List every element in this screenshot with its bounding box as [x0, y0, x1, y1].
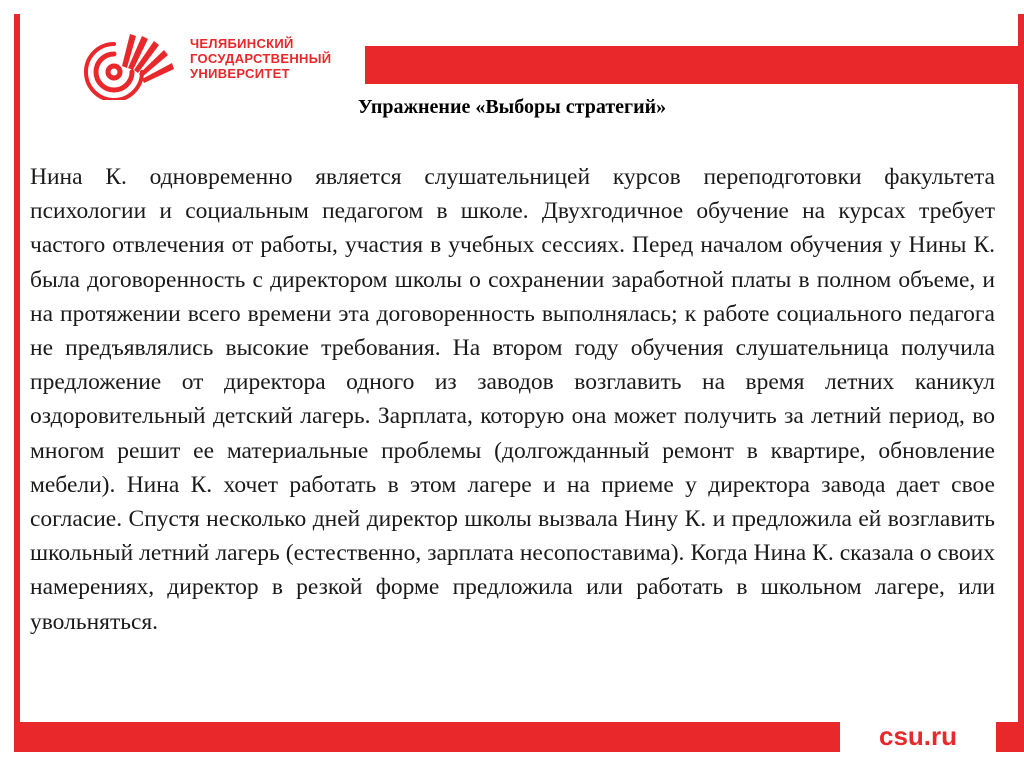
exercise-text: Нина К. одновременно является слушательницей курсов переподготовки факультета психологии и социальным педагогом в школе. Двухгодичное обучение на курсах требует частого отвлечения от работы, участия в учебных сессиях. Перед началом обучения у Нины К. была договоренность с директором школы о сохранении заработной платы в полном объеме, и на протяжении всего времени эта договоренность выполнялась; к работе социального педагога не предъявлялись высокие требования. На втором году обучения слушательница получила предложение от директора одного из заводов возглавить на время летних каникул оздоровительный детский лагерь. Зарплата, которую она может получить за летний период, во многом решит ее материальные проблемы (долгожданный ремонт в квартире, обновление мебели). Нина К. хочет работать в этом лагере и на приеме у директора завода дает свое согласие. Спустя несколько дней директор школы вызвала Нину К. и предложила ей возглавить школьный летний лагерь (естественно, зарплата несопоставима). Когда Нина К. сказала о своих намерениях, директор в резкой форме предложила или работать в школьном лагере, или увольняться. — [30, 164, 995, 635]
footer-stripe — [14, 722, 840, 752]
footer-site-link[interactable]: csu.ru — [878, 721, 958, 751]
university-name — [190, 36, 365, 81]
footer-stripe-cap — [996, 722, 1024, 752]
slide-title: Упражнение «Выборы стратегий» — [357, 96, 667, 118]
header-stripe — [365, 46, 1024, 84]
left-frame-bar — [14, 14, 20, 752]
right-frame-bar — [1018, 14, 1024, 752]
university-spiral-logo-icon — [78, 32, 178, 100]
university-name-line-1: ЧЕЛЯБИНСКИЙ — [190, 36, 294, 51]
university-name-line-2: ГОСУДАРСТВЕННЫЙ — [190, 51, 332, 66]
university-name-line-3: УНИВЕРСИТЕТ — [190, 66, 290, 81]
